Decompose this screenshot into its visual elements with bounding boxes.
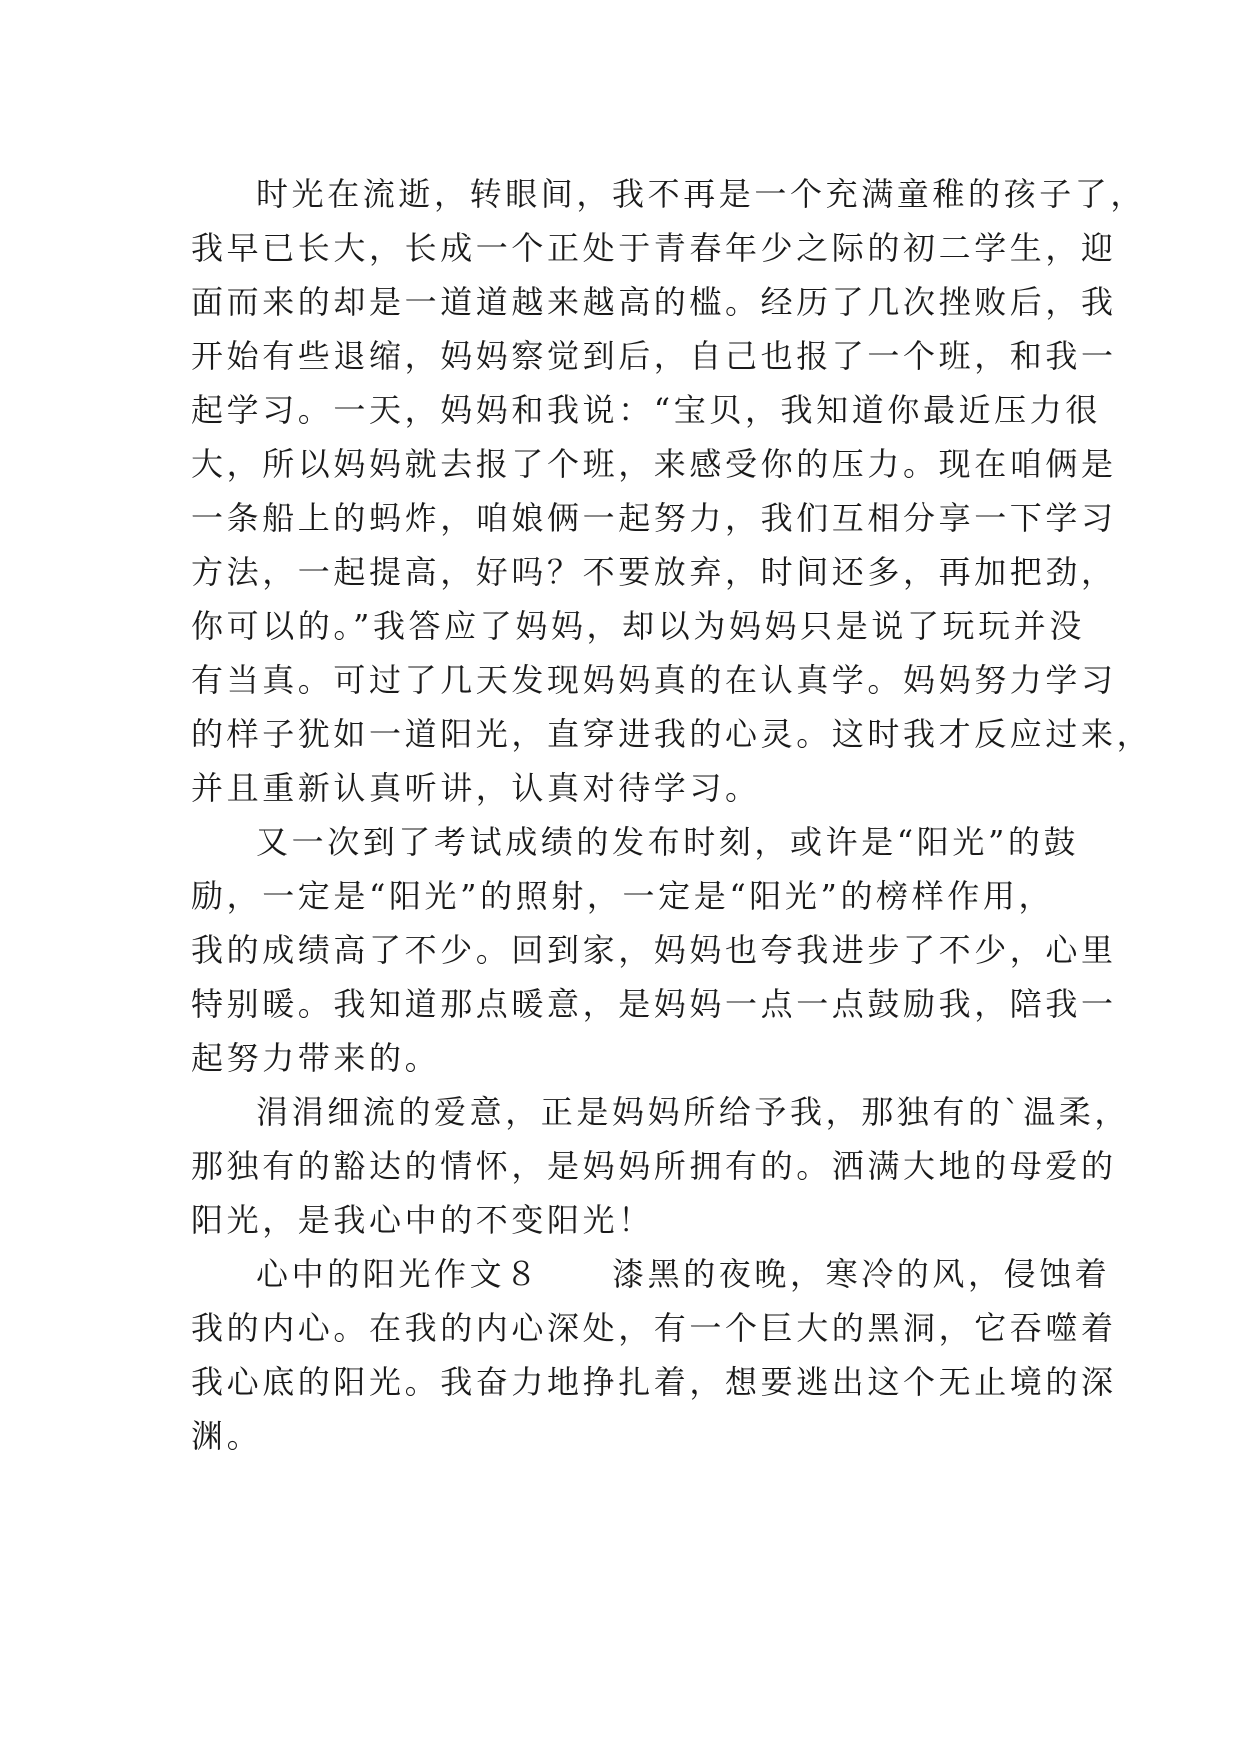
- text-line: 我的成绩高了不少。回到家，妈妈也夸我进步了不少，心里: [191, 931, 1117, 969]
- text-line: 起学习。一天，妈妈和我说：“宝贝，我知道你最近压力很: [191, 391, 1101, 429]
- text-line: 阳光，是我心中的不变阳光！: [191, 1201, 654, 1239]
- text-line: 特别暖。我知道那点暖意，是妈妈一点一点鼓励我，陪我一: [191, 985, 1117, 1023]
- text-line: 的样子犹如一道阳光，直穿进我的心灵。这时我才反应过来，: [191, 715, 1153, 753]
- text-line: 涓涓细流的爱意，正是妈妈所给予我，那独有的`温柔，: [256, 1093, 1131, 1131]
- text-line: 时光在流逝，转眼间，我不再是一个充满童稚的孩子了，: [256, 175, 1147, 213]
- text-line: 那独有的豁达的情怀，是妈妈所拥有的。洒满大地的母爱的: [191, 1147, 1117, 1185]
- text-line: 一条船上的蚂炸，咱娘俩一起努力，我们互相分享一下学习: [191, 499, 1117, 537]
- text-line: 又一次到了考试成绩的发布时刻，或许是“阳光”的鼓: [256, 823, 1080, 861]
- text-line: 励，一定是“阳光”的照射，一定是“阳光”的榜样作用，: [191, 877, 1055, 915]
- text-line: 渊。: [191, 1417, 263, 1455]
- text-line: 面而来的却是一道道越来越高的槛。经历了几次挫败后，我: [191, 283, 1117, 321]
- text-line: 起努力带来的。: [191, 1039, 441, 1077]
- text-line: 你可以的。”我答应了妈妈，却以为妈妈只是说了玩玩并没: [191, 607, 1085, 645]
- text-line: 我早已长大，长成一个正处于青春年少之际的初二学生，迎: [191, 229, 1117, 267]
- text-line: 我的内心。在我的内心深处，有一个巨大的黑洞，它吞噬着: [191, 1309, 1117, 1347]
- text-line: 方法，一起提高，好吗？不要放弃，时间还多，再加把劲，: [191, 553, 1117, 591]
- text-line: 大，所以妈妈就去报了个班，来感受你的压力。现在咱俩是: [191, 445, 1117, 483]
- text-line: 我心底的阳光。我奋力地挣扎着，想要逃出这个无止境的深: [191, 1363, 1117, 1401]
- text-line: 心中的阳光作文８ 漆黑的夜晚，寒冷的风，侵蚀着: [256, 1255, 1111, 1293]
- text-line: 并且重新认真听讲，认真对待学习。: [191, 769, 761, 807]
- text-line: 开始有些退缩，妈妈察觉到后，自己也报了一个班，和我一: [191, 337, 1117, 375]
- text-line: 有当真。可过了几天发现妈妈真的在认真学。妈妈努力学习: [191, 661, 1117, 699]
